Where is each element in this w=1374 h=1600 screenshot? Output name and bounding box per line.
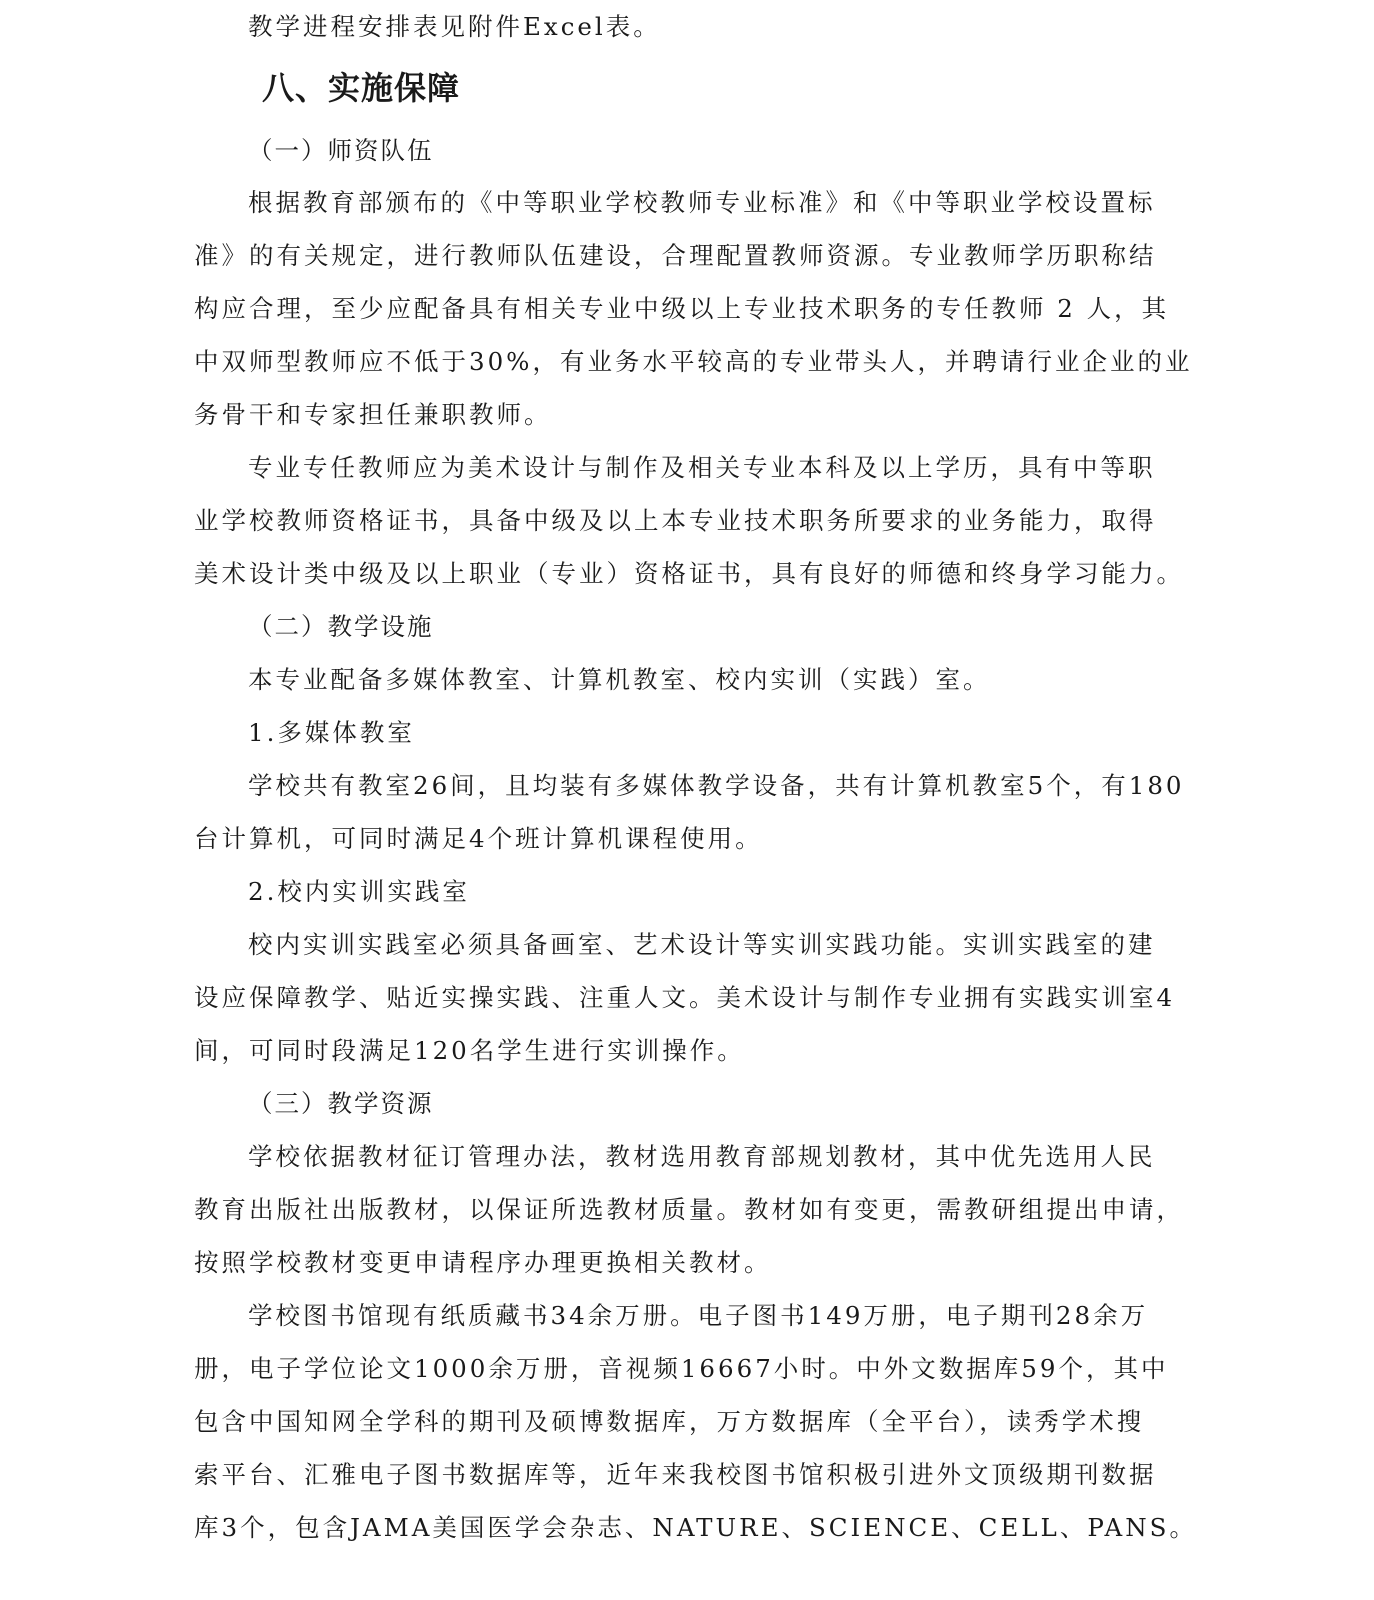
paragraph-line: 务骨干和专家担任兼职教师。 — [194, 400, 552, 429]
paragraph-line: 校内实训实践室必须具备画室、艺术设计等实训实践功能。实训实践室的建 — [248, 930, 1156, 959]
paragraph-line: 台计算机，可同时满足4个班计算机课程使用。 — [194, 824, 763, 853]
paragraph-line: 册，电子学位论文1000余万册，音视频16667小时。中外文数据库59个，其中 — [194, 1354, 1169, 1383]
paragraph-line: 教育出版社出版教材，以保证所选教材质量。教材如有变更，需教研组提出申请， — [194, 1195, 1184, 1224]
paragraph-line: 学校共有教室26间，且均装有多媒体教学设备，共有计算机教室5个，有180 — [248, 771, 1185, 800]
paragraph-line: 学校图书馆现有纸质藏书34余万册。电子图书149万册，电子期刊28余万 — [248, 1301, 1149, 1330]
item-heading-multimedia: 1.多媒体教室 — [248, 718, 415, 747]
paragraph-line: 包含中国知网全学科的期刊及硕博数据库，万方数据库（全平台），读秀学术搜 — [194, 1407, 1145, 1436]
paragraph-line: 间，可同时段满足120名学生进行实训操作。 — [194, 1036, 745, 1065]
paragraph-line: 专业专任教师应为美术设计与制作及相关专业本科及以上学历，具有中等职 — [248, 453, 1156, 482]
item-heading-training-room: 2.校内实训实践室 — [248, 877, 470, 906]
section-heading: 八、实施保障 — [262, 69, 461, 107]
paragraph-line: 构应合理，至少应配备具有相关专业中级以上专业技术职务的专任教师 2 人，其 — [194, 294, 1170, 323]
subsection-heading-resources: （三）教学资源 — [248, 1089, 434, 1118]
paragraph-line: 本专业配备多媒体教室、计算机教室、校内实训（实践）室。 — [248, 665, 991, 694]
paragraph-line: 中双师型教师应不低于30%，有业务水平较高的专业带头人，并聘请行业企业的业 — [194, 347, 1193, 376]
paragraph-line: 根据教育部颁布的《中等职业学校教师专业标准》和《中等职业学校设置标 — [248, 188, 1156, 217]
paragraph-line: 准》的有关规定，进行教师队伍建设，合理配置教师资源。专业教师学历职称结 — [194, 241, 1157, 270]
intro-line: 教学进程安排表见附件Excel表。 — [248, 12, 661, 41]
paragraph-line: 设应保障教学、贴近实操实践、注重人文。美术设计与制作专业拥有实践实训室4 — [194, 983, 1176, 1012]
paragraph-line: 按照学校教材变更申请程序办理更换相关教材。 — [194, 1248, 772, 1277]
paragraph-line: 学校依据教材征订管理办法，教材选用教育部规划教材，其中优先选用人民 — [248, 1142, 1156, 1171]
subsection-heading-facilities: （二）教学设施 — [248, 612, 434, 641]
paragraph-line: 业学校教师资格证书，具备中级及以上本专业技术职务所要求的业务能力，取得 — [194, 506, 1157, 535]
paragraph-line: 美术设计类中级及以上职业（专业）资格证书，具有良好的师德和终身学习能力。 — [194, 559, 1184, 588]
paragraph-line: 库3个，包含JAMA美国医学会杂志、NATURE、SCIENCE、CELL、PANS。 — [194, 1513, 1197, 1542]
subsection-heading-faculty: （一）师资队伍 — [248, 136, 434, 165]
paragraph-line: 索平台、汇雅电子图书数据库等，近年来我校图书馆积极引进外文顶级期刊数据 — [194, 1460, 1157, 1489]
